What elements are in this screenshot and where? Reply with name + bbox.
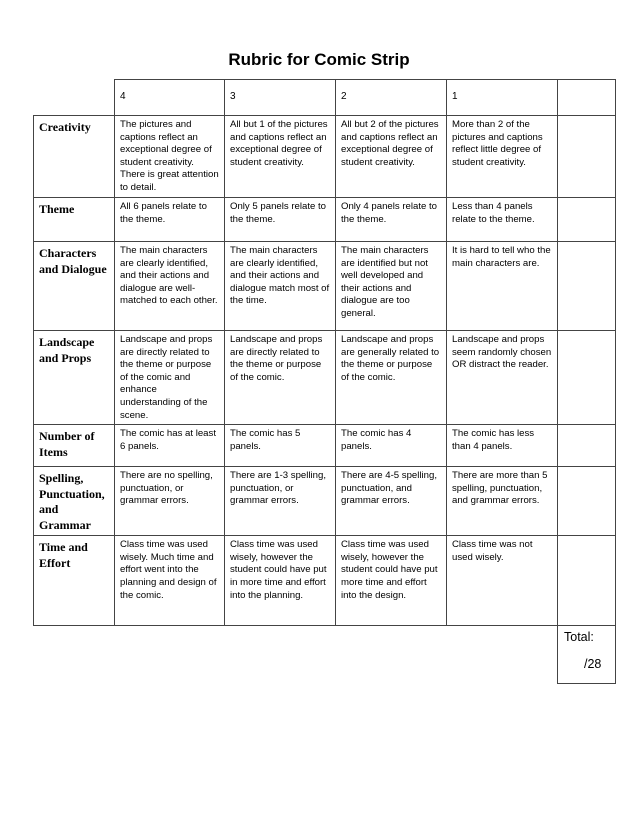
descriptor-cell: There are 4-5 spelling, punctuation, and grammar errors. xyxy=(336,467,447,536)
descriptor-cell: All but 2 of the pictures and captions reflect an exceptional degree of student creativity. xyxy=(336,116,447,198)
criterion-landscape-props: Landscape and Props xyxy=(34,331,115,425)
descriptor-cell: The main characters are clearly identified, and their actions and dialogue are well-matched to each other. xyxy=(115,242,225,331)
descriptor-cell: Class time was not used wisely. xyxy=(447,536,558,626)
descriptor-cell: There are no spelling, punctuation, or grammar errors. xyxy=(115,467,225,536)
descriptor-cell: More than 2 of the pictures and captions reflect little degree of student creativity. xyxy=(447,116,558,198)
total-spacer xyxy=(336,626,447,684)
score-entry-cell[interactable] xyxy=(558,242,616,331)
score-entry-cell[interactable] xyxy=(558,467,616,536)
descriptor-cell: Landscape and props seem randomly chosen OR distract the reader. xyxy=(447,331,558,425)
descriptor-cell: Less than 4 panels relate to the theme. xyxy=(447,198,558,242)
descriptor-cell: Only 5 panels relate to the theme. xyxy=(225,198,336,242)
score-column-cell xyxy=(558,80,616,116)
total-spacer xyxy=(34,626,115,684)
score-header-4: 4 xyxy=(115,80,225,116)
criterion-theme: Theme xyxy=(34,198,115,242)
total-spacer xyxy=(225,626,336,684)
criterion-time-effort: Time and Effort xyxy=(34,536,115,626)
descriptor-cell: Only 4 panels relate to the theme. xyxy=(336,198,447,242)
descriptor-cell: Class time was used wisely. Much time and effort went into the planning and design of the comic. xyxy=(115,536,225,626)
total-spacer xyxy=(115,626,225,684)
criterion-spelling-punctuation-grammar: Spelling, Punctuation, and Grammar xyxy=(34,467,115,536)
table-row xyxy=(34,536,616,626)
table-row xyxy=(34,242,616,331)
descriptor-cell: The comic has 5 panels. xyxy=(225,425,336,467)
total-spacer xyxy=(447,626,558,684)
descriptor-cell: Class time was used wisely, however the student could have put more time and effort into the design. xyxy=(336,536,447,626)
descriptor-cell: Class time was used wisely, however the student could have put in more time and effort into the planning. xyxy=(225,536,336,626)
total-cell[interactable] xyxy=(558,626,616,684)
total-row xyxy=(34,626,616,684)
descriptor-cell: All but 1 of the pictures and captions reflect an exceptional degree of student creativity. xyxy=(225,116,336,198)
header-corner xyxy=(34,80,115,116)
table-row xyxy=(34,467,616,536)
descriptor-cell: The main characters are clearly identified, and their actions and dialogue match most of the time. xyxy=(225,242,336,331)
descriptor-cell: The pictures and captions reflect an exceptional degree of student creativity. There is great attention to detail. xyxy=(115,116,225,198)
descriptor-cell: The comic has 4 panels. xyxy=(336,425,447,467)
score-header-1: 1 xyxy=(447,80,558,116)
total-value: /28 xyxy=(584,657,602,672)
score-entry-cell[interactable] xyxy=(558,116,616,198)
descriptor-cell: Landscape and props are directly related to the theme or purpose of the comic. xyxy=(225,331,336,425)
criterion-characters-dialogue: Characters and Dialogue xyxy=(34,242,115,331)
rubric-table xyxy=(33,79,616,684)
total-label: Total: xyxy=(564,630,594,645)
descriptor-cell: The main characters are identified but not well developed and their actions and dialogue are too general. xyxy=(336,242,447,331)
table-row xyxy=(34,331,616,425)
table-row xyxy=(34,116,616,198)
descriptor-cell: It is hard to tell who the main characters are. xyxy=(447,242,558,331)
descriptor-cell: Landscape and props are directly related to the theme or purpose of the comic and enhance understanding of the scene. xyxy=(115,331,225,425)
criterion-number-of-items: Number of Items xyxy=(34,425,115,467)
page-title: Rubric for Comic Strip xyxy=(228,50,410,69)
table-row xyxy=(34,425,616,467)
score-entry-cell[interactable] xyxy=(558,536,616,626)
header-row xyxy=(34,80,616,116)
score-header-3: 3 xyxy=(225,80,336,116)
table-row xyxy=(34,198,616,242)
descriptor-cell: There are more than 5 spelling, punctuation, and grammar errors. xyxy=(447,467,558,536)
descriptor-cell: All 6 panels relate to the theme. xyxy=(115,198,225,242)
descriptor-cell: The comic has at least 6 panels. xyxy=(115,425,225,467)
score-entry-cell[interactable] xyxy=(558,331,616,425)
criterion-creativity: Creativity xyxy=(34,116,115,198)
score-header-2: 2 xyxy=(336,80,447,116)
descriptor-cell: There are 1-3 spelling, punctuation, or grammar errors. xyxy=(225,467,336,536)
descriptor-cell: The comic has less than 4 panels. xyxy=(447,425,558,467)
descriptor-cell: Landscape and props are generally related to the theme or purpose of the comic. xyxy=(336,331,447,425)
score-entry-cell[interactable] xyxy=(558,425,616,467)
score-entry-cell[interactable] xyxy=(558,198,616,242)
